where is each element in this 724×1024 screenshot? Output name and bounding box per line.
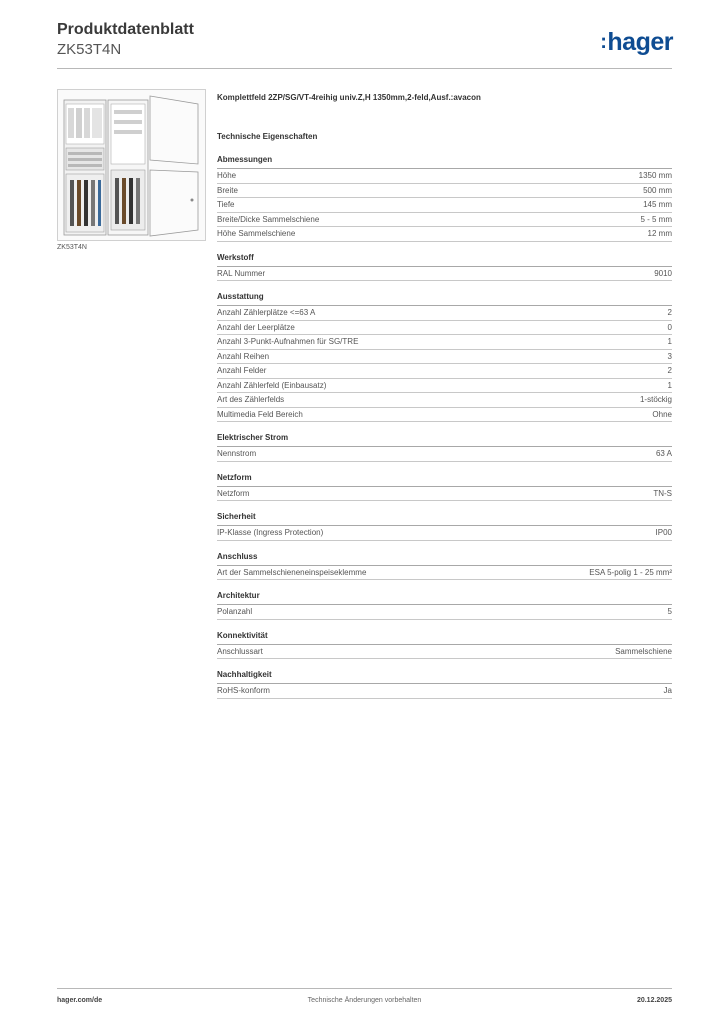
spec-row	[217, 335, 672, 350]
spec-row	[217, 198, 672, 213]
spec-label: Art des Zählerfelds	[217, 395, 285, 404]
section-title: Ausstattung	[217, 291, 672, 306]
spec-row	[217, 213, 672, 228]
spec-value: 9010	[654, 268, 672, 278]
spec-section	[217, 590, 672, 620]
section-title: Elektrischer Strom	[217, 432, 672, 447]
section-title: Netzform	[217, 472, 672, 487]
spec-section	[217, 630, 672, 660]
spec-row	[217, 227, 672, 242]
logo-text: hager	[607, 28, 673, 56]
spec-section	[217, 432, 672, 462]
spec-value: 145 mm	[643, 200, 672, 209]
spec-value: 12 mm	[647, 229, 672, 238]
spec-row	[217, 447, 672, 462]
spec-label: Art der Sammelschieneneinspeiseklemme	[217, 567, 367, 577]
spec-value: Ohne	[652, 409, 672, 419]
spec-row	[217, 645, 672, 660]
spec-label: Nennstrom	[217, 449, 257, 458]
spec-section	[217, 669, 672, 699]
spec-section	[217, 154, 672, 242]
spec-row	[217, 321, 672, 336]
spec-label: Tiefe	[217, 200, 235, 209]
spec-row	[217, 393, 672, 408]
spec-label: Anzahl 3-Punkt-Aufnahmen für SG/TRE	[217, 337, 359, 346]
spec-row	[217, 408, 672, 423]
spec-label: Höhe Sammelschiene	[217, 229, 296, 238]
section-title: Architektur	[217, 590, 672, 605]
spec-section	[217, 551, 672, 581]
spec-value: 63 A	[655, 449, 672, 458]
footer-date: 20.12.2025	[636, 997, 672, 1004]
spec-row	[217, 364, 672, 379]
spec-value: ESA 5-polig 1 - 25 mm²	[589, 567, 672, 577]
product-image	[57, 89, 206, 241]
product-specs	[217, 91, 672, 709]
section-title: Abmessungen	[217, 154, 672, 169]
spec-label: Anzahl der Leerplätze	[217, 322, 295, 332]
spec-row	[217, 184, 672, 199]
spec-label: Anzahl Zählerplätze <=63 A	[217, 308, 316, 317]
spec-row	[217, 267, 672, 282]
spec-row	[217, 566, 672, 581]
spec-label: Anzahl Felder	[217, 366, 267, 375]
spec-section	[217, 472, 672, 502]
section-title: Anschluss	[217, 551, 672, 566]
spec-section	[217, 291, 672, 422]
spec-section	[217, 252, 672, 282]
header-divider	[57, 68, 672, 69]
properties-heading: Technische Eigenschaften	[217, 132, 318, 141]
spec-row	[217, 350, 672, 365]
product-description: Komplettfeld 2ZP/SG/VT-4reihig univ.Z,H 1350mm,2-feld,Ausf.:avacon	[217, 93, 481, 102]
spec-value: IP00	[655, 528, 672, 537]
section-title: Sicherheit	[217, 511, 672, 526]
spec-value: 1350 mm	[638, 171, 672, 180]
spec-value: 1-stöckig	[639, 395, 672, 404]
spec-value: 1	[667, 337, 672, 346]
spec-label: RAL Nummer	[217, 268, 266, 278]
spec-value: Sammelschiene	[615, 646, 672, 656]
spec-row	[217, 605, 672, 620]
spec-section	[217, 511, 672, 541]
spec-value: Ja	[663, 686, 672, 695]
spec-label: Anzahl Zählerfeld (Einbausatz)	[217, 380, 327, 390]
spec-row	[217, 684, 672, 699]
article-number: ZK53T4N	[57, 41, 122, 58]
footer-divider	[57, 988, 672, 989]
spec-label: RoHS-konform	[217, 686, 270, 695]
spec-label: Polanzahl	[217, 607, 253, 616]
page-title: Produktdatenblatt	[57, 21, 194, 38]
spec-value: 500 mm	[643, 185, 672, 195]
spec-value: TN-S	[653, 488, 672, 498]
image-caption: ZK53T4N	[57, 244, 87, 251]
spec-label: Anzahl Reihen	[217, 351, 270, 361]
spec-value: 1	[667, 380, 672, 390]
spec-label: Anschlussart	[217, 646, 263, 656]
spec-row	[217, 306, 672, 321]
spec-label: Breite	[217, 185, 238, 195]
spec-row	[217, 379, 672, 394]
enclosure-illustration	[58, 90, 205, 240]
document-header	[57, 20, 194, 60]
spec-label: Multimedia Feld Bereich	[217, 409, 303, 419]
spec-label: Breite/Dicke Sammelschiene	[217, 214, 320, 224]
spec-row	[217, 487, 672, 502]
section-title: Werkstoff	[217, 252, 672, 267]
spec-value: 5	[667, 607, 672, 616]
section-title: Konnektivität	[217, 630, 672, 645]
footer-website[interactable]: hager.com/de	[57, 997, 103, 1004]
footer-notice: Technische Änderungen vorbehalten	[307, 997, 422, 1004]
spec-value: 2	[667, 308, 672, 317]
spec-row	[217, 169, 672, 184]
spec-label: IP-Klasse (Ingress Protection)	[217, 528, 324, 537]
spec-row	[217, 526, 672, 541]
spec-sections	[217, 154, 672, 699]
spec-value: 5 - 5 mm	[640, 214, 672, 224]
spec-value: 0	[667, 322, 672, 332]
section-title: Nachhaltigkeit	[217, 669, 672, 684]
spec-label: Höhe	[217, 171, 237, 180]
hager-logo: :hager	[600, 28, 673, 56]
spec-label: Netzform	[217, 488, 250, 498]
spec-value: 2	[667, 366, 672, 375]
spec-value: 3	[667, 351, 672, 361]
